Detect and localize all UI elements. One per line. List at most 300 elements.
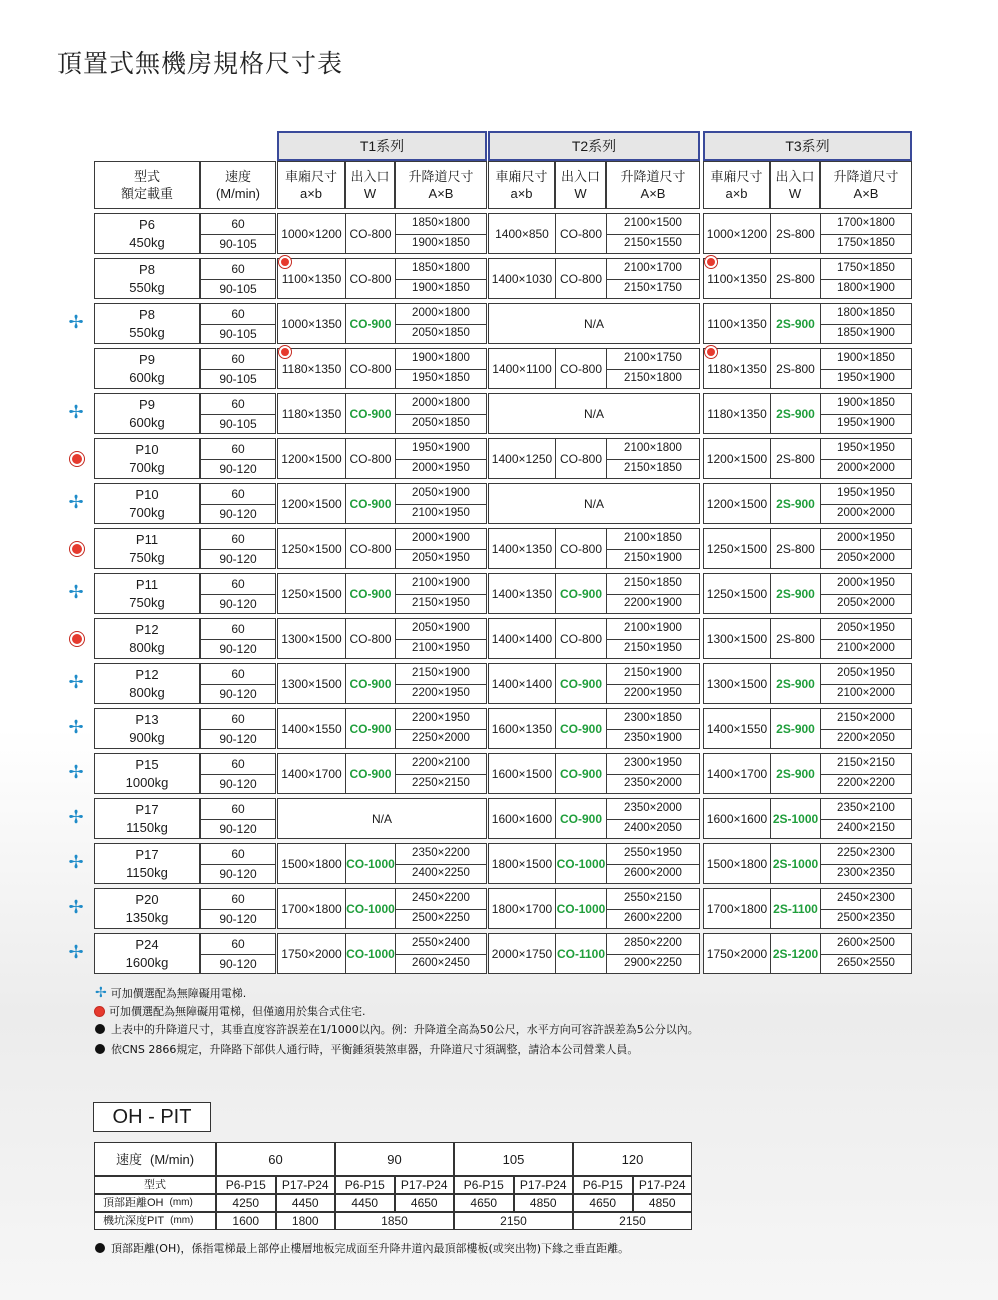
door-width-t2: CO-900 — [555, 708, 606, 749]
header-shaft-t2 — [606, 161, 700, 209]
door-width-t1: CO-900 — [345, 663, 395, 704]
speed-2: 90-120 — [200, 639, 276, 660]
cab-size-t3: 1100×1350 — [703, 258, 770, 299]
shaft-size-1-t3: 1950×1950 — [820, 483, 912, 504]
speed-2: 90-105 — [200, 369, 276, 390]
door-width-t3: 2S-1000 — [770, 798, 820, 839]
model-name: P11 — [135, 532, 159, 547]
shaft-size-1-t3: 2600×2500 — [820, 933, 912, 954]
model-cell — [94, 393, 200, 434]
cab-size-t2: 1600×1350 — [488, 708, 555, 749]
header-cab-t1-line1: 車廂尺寸 — [284, 169, 337, 184]
shaft-size-2-t1: 1950×1850 — [395, 369, 487, 390]
header-shaft-t3-line1: 升降道尺寸 — [833, 169, 899, 184]
shaft-size-1-t3: 1750×1850 — [820, 258, 912, 279]
model-name: P15 — [135, 757, 159, 772]
na-cell-t1: N/A — [277, 798, 487, 839]
cab-size-t2: 1400×1400 — [488, 663, 555, 704]
header-cab-t2-line2: a×b — [510, 186, 533, 201]
accessible-star-icon: ✢ — [68, 897, 84, 918]
bullet-icon — [95, 1243, 105, 1253]
header-cab-t3 — [703, 161, 770, 209]
model-cell — [94, 618, 200, 659]
speed-1: 60 — [200, 303, 276, 324]
speed-1: 60 — [200, 528, 276, 549]
shaft-size-1-t1: 2450×2200 — [395, 888, 487, 909]
shaft-size-2-t3: 2100×2000 — [820, 639, 912, 660]
shaft-size-1-t3: 2050×1950 — [820, 618, 912, 639]
shaft-size-1-t3: 1950×1950 — [820, 438, 912, 459]
speed-1: 60 — [200, 213, 276, 234]
cab-size-t3: 1200×1500 — [703, 438, 770, 479]
pit-label-unit: (mm) — [170, 1215, 194, 1226]
door-width-t1: CO-1000 — [345, 888, 395, 929]
door-width-t1: CO-800 — [345, 348, 395, 389]
door-width-t3: 2S-800 — [770, 258, 820, 299]
door-width-t3: 2S-800 — [770, 213, 820, 254]
shaft-size-1-t2: 2300×1950 — [606, 753, 700, 774]
shaft-size-1-t1: 1850×1800 — [395, 258, 487, 279]
door-width-t1: CO-800 — [345, 528, 395, 569]
oh-type-cell: P6-P15 — [335, 1176, 395, 1194]
model-name: P17 — [135, 847, 159, 862]
header-cab-t1-line2: a×b — [299, 186, 323, 201]
pit-value: 1850 — [335, 1212, 454, 1230]
door-width-t3: 2S-1100 — [770, 888, 820, 929]
header-shaft-t2-line1: 升降道尺寸 — [620, 169, 686, 184]
oh-type-cell: P17-P24 — [276, 1176, 336, 1194]
model-load: 450kg — [129, 235, 165, 250]
header-cab-t2-line1: 車廂尺寸 — [495, 169, 548, 184]
model-load: 1000kg — [125, 775, 169, 790]
shaft-size-1-t3: 1700×1800 — [820, 213, 912, 234]
cab-size-t3: 1250×1500 — [703, 573, 770, 614]
header-door-t3-line1: 出入口 — [775, 169, 815, 184]
door-width-t2: CO-900 — [555, 573, 606, 614]
accessible-star-icon: ✢ — [68, 492, 84, 513]
oh-type-cell: P17-P24 — [633, 1176, 693, 1194]
shaft-size-2-t1: 2200×1950 — [395, 684, 487, 705]
oh-value: 4250 — [216, 1194, 276, 1212]
model-load: 1600kg — [125, 955, 169, 970]
cab-size-t2: 1400×1100 — [488, 348, 555, 389]
accessible-circle-icon — [70, 452, 84, 466]
shaft-size-2-t1: 2250×2000 — [395, 729, 487, 750]
door-width-t1: CO-1000 — [345, 843, 395, 884]
shaft-size-2-t1: 2050×1950 — [395, 549, 487, 570]
pit-value: 1800 — [276, 1212, 336, 1230]
oh-type-label: 型式 — [94, 1176, 216, 1194]
header-door-t3 — [770, 161, 820, 209]
shaft-size-1-t1: 2150×1900 — [395, 663, 487, 684]
speed-2: 90-120 — [200, 459, 276, 480]
door-width-t3: 2S-900 — [770, 303, 820, 344]
cab-size-t3: 1600×1600 — [703, 798, 770, 839]
shaft-size-2-t3: 2650×2550 — [820, 954, 912, 975]
header-door-t2-line1: 出入口 — [560, 169, 600, 184]
speed-1: 60 — [200, 483, 276, 504]
shaft-size-2-t1: 2100×1950 — [395, 639, 487, 660]
model-cell — [94, 708, 200, 749]
door-width-t1: CO-800 — [345, 618, 395, 659]
model-load: 700kg — [129, 460, 165, 475]
shaft-size-2-t1: 2500×2250 — [395, 909, 487, 930]
shaft-size-2-t3: 2400×2150 — [820, 819, 912, 840]
shaft-size-2-t3: 1800×1900 — [820, 279, 912, 300]
shaft-size-1-t1: 2550×2400 — [395, 933, 487, 954]
oh-speed-label-cell — [94, 1142, 216, 1176]
shaft-size-2-t3: 2000×2000 — [820, 459, 912, 480]
note-circle: 可加價選配為無障礙用電梯，但僅適用於集合式住宅. — [95, 1003, 366, 1019]
header-cab-t2 — [488, 161, 555, 209]
door-width-t3: 2S-800 — [770, 438, 820, 479]
model-cell — [94, 798, 200, 839]
door-width-t1: CO-800 — [345, 258, 395, 299]
model-load: 750kg — [129, 595, 165, 610]
door-width-t3: 2S-800 — [770, 618, 820, 659]
shaft-size-2-t1: 2100×1950 — [395, 504, 487, 525]
shaft-size-2-t2: 2150×1800 — [606, 369, 700, 390]
header-speed-line1: 速度 — [224, 169, 251, 184]
header-shaft-t1 — [395, 161, 487, 209]
shaft-size-1-t1: 1850×1800 — [395, 213, 487, 234]
door-width-t3: 2S-900 — [770, 393, 820, 434]
door-width-t3: 2S-900 — [770, 483, 820, 524]
cab-size-t2: 1400×1400 — [488, 618, 555, 659]
speed-1: 60 — [200, 618, 276, 639]
shaft-size-2-t3: 2050×2000 — [820, 549, 912, 570]
shaft-size-2-t1: 2150×1950 — [395, 594, 487, 615]
accessible-circle-icon — [705, 256, 717, 268]
shaft-size-1-t2: 2350×2000 — [606, 798, 700, 819]
cab-size-t3: 1750×2000 — [703, 933, 770, 974]
header-shaft-t2-line2: A×B — [640, 186, 666, 201]
door-width-t2: CO-800 — [555, 348, 606, 389]
door-width-t1: CO-900 — [345, 303, 395, 344]
speed-1: 60 — [200, 933, 276, 954]
circle-icon — [95, 1007, 104, 1016]
shaft-size-1-t3: 1900×1850 — [820, 393, 912, 414]
model-load: 700kg — [129, 505, 165, 520]
oh-label-unit: (mm) — [169, 1197, 193, 1208]
header-cab-t3-line2: a×b — [725, 186, 748, 201]
shaft-size-1-t1: 2050×1900 — [395, 618, 487, 639]
speed-1: 60 — [200, 798, 276, 819]
speed-1: 60 — [200, 843, 276, 864]
cab-size-t2: 1400×1350 — [488, 528, 555, 569]
header-model — [94, 161, 200, 209]
accessible-star-icon: ✢ — [68, 582, 84, 603]
model-load: 550kg — [129, 280, 165, 295]
shaft-size-2-t3: 2500×2350 — [820, 909, 912, 930]
pit-label-label: 機坑深度PIT — [103, 1214, 165, 1227]
model-cell — [94, 348, 200, 389]
accessible-circle-icon — [279, 256, 291, 268]
pit-value: 1600 — [216, 1212, 276, 1230]
shaft-size-1-t1: 2100×1900 — [395, 573, 487, 594]
door-width-t3: 2S-800 — [770, 528, 820, 569]
header-shaft-t1-line1: 升降道尺寸 — [408, 169, 474, 184]
header-speed — [200, 161, 276, 209]
model-cell — [94, 258, 200, 299]
model-cell — [94, 483, 200, 524]
cab-size-t3: 1700×1800 — [703, 888, 770, 929]
shaft-size-2-t3: 2100×2000 — [820, 684, 912, 705]
series-header-t1: T1系列 — [277, 131, 487, 161]
door-width-t1: CO-800 — [345, 438, 395, 479]
cab-size-t1: 1300×1500 — [277, 663, 345, 704]
shaft-size-1-t1: 2350×2200 — [395, 843, 487, 864]
speed-2: 90-105 — [200, 279, 276, 300]
model-load: 1350kg — [125, 910, 169, 925]
model-load: 600kg — [129, 415, 165, 430]
shaft-size-1-t2: 2100×1500 — [606, 213, 700, 234]
cab-size-t1: 1200×1500 — [277, 438, 345, 479]
cab-size-t1: 1700×1800 — [277, 888, 345, 929]
model-load: 800kg — [129, 685, 165, 700]
door-width-t2: CO-1100 — [555, 933, 606, 974]
door-width-t2: CO-1000 — [555, 888, 606, 929]
shaft-size-2-t2: 2150×1950 — [606, 639, 700, 660]
cab-size-t2: 2000×1750 — [488, 933, 555, 974]
speed-2: 90-120 — [200, 504, 276, 525]
cab-size-t3: 1250×1500 — [703, 528, 770, 569]
header-shaft-t3 — [820, 161, 912, 209]
shaft-size-1-t2: 2100×1700 — [606, 258, 700, 279]
door-width-t1: CO-900 — [345, 573, 395, 614]
shaft-size-2-t2: 2150×1900 — [606, 549, 700, 570]
speed-2: 90-105 — [200, 234, 276, 255]
door-width-t2: CO-800 — [555, 438, 606, 479]
model-name: P10 — [135, 442, 159, 457]
door-width-t1: CO-800 — [345, 213, 395, 254]
oh-value: 4650 — [395, 1194, 455, 1212]
door-width-t3: 2S-1200 — [770, 933, 820, 974]
shaft-size-1-t3: 1800×1850 — [820, 303, 912, 324]
accessible-circle-icon — [705, 346, 717, 358]
shaft-size-2-t2: 2350×2000 — [606, 774, 700, 795]
model-cell — [94, 663, 200, 704]
model-name: P9 — [139, 352, 155, 367]
shaft-size-2-t2: 2600×2000 — [606, 864, 700, 885]
shaft-size-1-t2: 2150×1850 — [606, 573, 700, 594]
oh-type-cell: P6-P15 — [454, 1176, 514, 1194]
shaft-size-1-t1: 1950×1900 — [395, 438, 487, 459]
shaft-size-2-t2: 2900×2250 — [606, 954, 700, 975]
door-width-t2: CO-800 — [555, 618, 606, 659]
speed-1: 60 — [200, 258, 276, 279]
speed-2: 90-120 — [200, 864, 276, 885]
shaft-size-2-t2: 2150×1550 — [606, 234, 700, 255]
oh-value: 4850 — [514, 1194, 574, 1212]
speed-2: 90-120 — [200, 684, 276, 705]
model-cell — [94, 303, 200, 344]
door-width-t3: 2S-1000 — [770, 843, 820, 884]
series-header-t2: T2系列 — [488, 131, 700, 161]
cab-size-t1: 1400×1550 — [277, 708, 345, 749]
model-load: 1150kg — [126, 865, 168, 880]
door-width-t2: CO-1000 — [555, 843, 606, 884]
shaft-size-2-t3: 2050×2000 — [820, 594, 912, 615]
shaft-size-2-t2: 2150×1850 — [606, 459, 700, 480]
model-cell — [94, 213, 200, 254]
shaft-size-2-t3: 1850×1900 — [820, 324, 912, 345]
cab-size-t2: 1400×1250 — [488, 438, 555, 479]
header-model-line2: 額定載重 — [120, 186, 173, 201]
note-star: ✢ 可加價選配為無障礙用電梯. — [95, 985, 247, 1001]
door-width-t2: CO-900 — [555, 753, 606, 794]
accessible-star-icon: ✢ — [68, 762, 84, 783]
na-cell-t2: N/A — [488, 483, 700, 524]
accessible-star-icon: ✢ — [68, 807, 84, 828]
oh-speed-105: 105 — [454, 1142, 573, 1176]
oh-type-cell: P17-P24 — [395, 1176, 455, 1194]
speed-1: 60 — [200, 438, 276, 459]
cab-size-t3: 1180×1350 — [703, 393, 770, 434]
cab-size-t2: 1400×1350 — [488, 573, 555, 614]
header-cab-t3-line1: 車廂尺寸 — [710, 169, 763, 184]
cab-size-t3: 1100×1350 — [703, 303, 770, 344]
speed-2: 90-120 — [200, 774, 276, 795]
shaft-size-1-t3: 2000×1950 — [820, 573, 912, 594]
speed-1: 60 — [200, 888, 276, 909]
speed-1: 60 — [200, 573, 276, 594]
cab-size-t2: 1400×850 — [488, 213, 555, 254]
header-cab-t1 — [277, 161, 345, 209]
shaft-size-1-t1: 2000×1900 — [395, 528, 487, 549]
speed-2: 90-120 — [200, 729, 276, 750]
model-cell — [94, 753, 200, 794]
cab-size-t1: 1180×1350 — [277, 393, 345, 434]
cab-size-t2: 1600×1600 — [488, 798, 555, 839]
cab-size-t2: 1600×1500 — [488, 753, 555, 794]
model-cell — [94, 528, 200, 569]
header-model-line1: 型式 — [133, 169, 160, 184]
accessible-star-icon: ✢ — [68, 402, 84, 423]
cab-size-t3: 1300×1500 — [703, 618, 770, 659]
shaft-size-2-t3: 2000×2000 — [820, 504, 912, 525]
cab-size-t1: 1300×1500 — [277, 618, 345, 659]
door-width-t1: CO-900 — [345, 393, 395, 434]
door-width-t1: CO-900 — [345, 483, 395, 524]
model-cell — [94, 933, 200, 974]
shaft-size-1-t2: 2550×2150 — [606, 888, 700, 909]
cab-size-t1: 1250×1500 — [277, 528, 345, 569]
model-cell — [94, 438, 200, 479]
door-width-t3: 2S-900 — [770, 753, 820, 794]
shaft-size-2-t3: 1950×1900 — [820, 369, 912, 390]
cab-size-t3: 1400×1700 — [703, 753, 770, 794]
oh-type-cell: P6-P15 — [573, 1176, 633, 1194]
shaft-size-1-t2: 2850×2200 — [606, 933, 700, 954]
bullet-icon — [95, 1024, 105, 1034]
speed-2: 90-120 — [200, 954, 276, 975]
speed-2: 90-105 — [200, 414, 276, 435]
model-name: P13 — [135, 712, 159, 727]
cab-size-t2: 1800×1700 — [488, 888, 555, 929]
shaft-size-2-t1: 2050×1850 — [395, 324, 487, 345]
door-width-t2: CO-900 — [555, 798, 606, 839]
shaft-size-1-t2: 2100×1850 — [606, 528, 700, 549]
shaft-size-2-t3: 1950×1900 — [820, 414, 912, 435]
shaft-size-1-t3: 2050×1950 — [820, 663, 912, 684]
bullet-icon — [95, 1044, 105, 1054]
shaft-size-2-t1: 2000×1950 — [395, 459, 487, 480]
door-width-t3: 2S-900 — [770, 708, 820, 749]
shaft-size-1-t1: 2200×1950 — [395, 708, 487, 729]
door-width-t1: CO-900 — [345, 753, 395, 794]
shaft-size-1-t3: 1900×1850 — [820, 348, 912, 369]
note-oh: 頂部距離(OH)，係指電梯最上部停止樓層地板完成面至升降井道內最頂部樓板(或突出物)下緣之垂直距離。 — [95, 1240, 629, 1256]
oh-speed-90: 90 — [335, 1142, 454, 1176]
cab-size-t3: 1300×1500 — [703, 663, 770, 704]
model-name: P12 — [135, 622, 159, 637]
pit-label — [94, 1212, 216, 1230]
oh-value: 4650 — [454, 1194, 514, 1212]
shaft-size-1-t3: 2350×2100 — [820, 798, 912, 819]
cab-size-t3: 1400×1550 — [703, 708, 770, 749]
shaft-size-1-t2: 2100×1900 — [606, 618, 700, 639]
shaft-size-1-t1: 2050×1900 — [395, 483, 487, 504]
oh-speed-unit: (M/min) — [149, 1151, 195, 1167]
shaft-size-2-t3: 2300×2350 — [820, 864, 912, 885]
shaft-size-2-t3: 2200×2200 — [820, 774, 912, 795]
shaft-size-1-t3: 2250×2300 — [820, 843, 912, 864]
shaft-size-2-t2: 2150×1750 — [606, 279, 700, 300]
model-cell — [94, 573, 200, 614]
accessible-star-icon: ✢ — [68, 717, 84, 738]
shaft-size-1-t1: 2000×1800 — [395, 303, 487, 324]
accessible-star-icon: ✢ — [68, 852, 84, 873]
door-width-t3: 2S-800 — [770, 348, 820, 389]
accessible-circle-icon — [70, 632, 84, 646]
cab-size-t2: 1800×1500 — [488, 843, 555, 884]
shaft-size-2-t1: 2400×2250 — [395, 864, 487, 885]
door-width-t3: 2S-900 — [770, 573, 820, 614]
shaft-size-2-t3: 2200×2050 — [820, 729, 912, 750]
oh-label-label: 頂部距離OH — [103, 1196, 164, 1209]
cab-size-t1: 1000×1200 — [277, 213, 345, 254]
accessible-circle-icon — [70, 542, 84, 556]
cab-size-t1: 1400×1700 — [277, 753, 345, 794]
accessible-star-icon: ✢ — [68, 672, 84, 693]
cab-size-t1: 1000×1350 — [277, 303, 345, 344]
shaft-size-2-t2: 2200×1950 — [606, 684, 700, 705]
speed-1: 60 — [200, 393, 276, 414]
shaft-size-2-t3: 1750×1850 — [820, 234, 912, 255]
model-name: P8 — [139, 262, 155, 277]
speed-2: 90-120 — [200, 594, 276, 615]
shaft-size-1-t2: 2100×1800 — [606, 438, 700, 459]
speed-2: 90-105 — [200, 324, 276, 345]
shaft-size-1-t1: 2200×2100 — [395, 753, 487, 774]
header-door-t1-line2: W — [363, 186, 377, 201]
model-cell — [94, 888, 200, 929]
header-door-t1-line1: 出入口 — [350, 169, 390, 184]
header-door-t2 — [555, 161, 606, 209]
accessible-star-icon: ✢ — [68, 942, 84, 963]
cab-size-t3: 1500×1800 — [703, 843, 770, 884]
na-cell-t2: N/A — [488, 393, 700, 434]
speed-2: 90-120 — [200, 549, 276, 570]
accessible-star-icon: ✢ — [68, 312, 84, 333]
door-width-t1: CO-900 — [345, 708, 395, 749]
door-width-t3: 2S-900 — [770, 663, 820, 704]
oh-value: 4850 — [633, 1194, 693, 1212]
header-speed-line2: (M/min) — [215, 186, 261, 201]
na-cell-t2: N/A — [488, 303, 700, 344]
cab-size-t3: 1000×1200 — [703, 213, 770, 254]
